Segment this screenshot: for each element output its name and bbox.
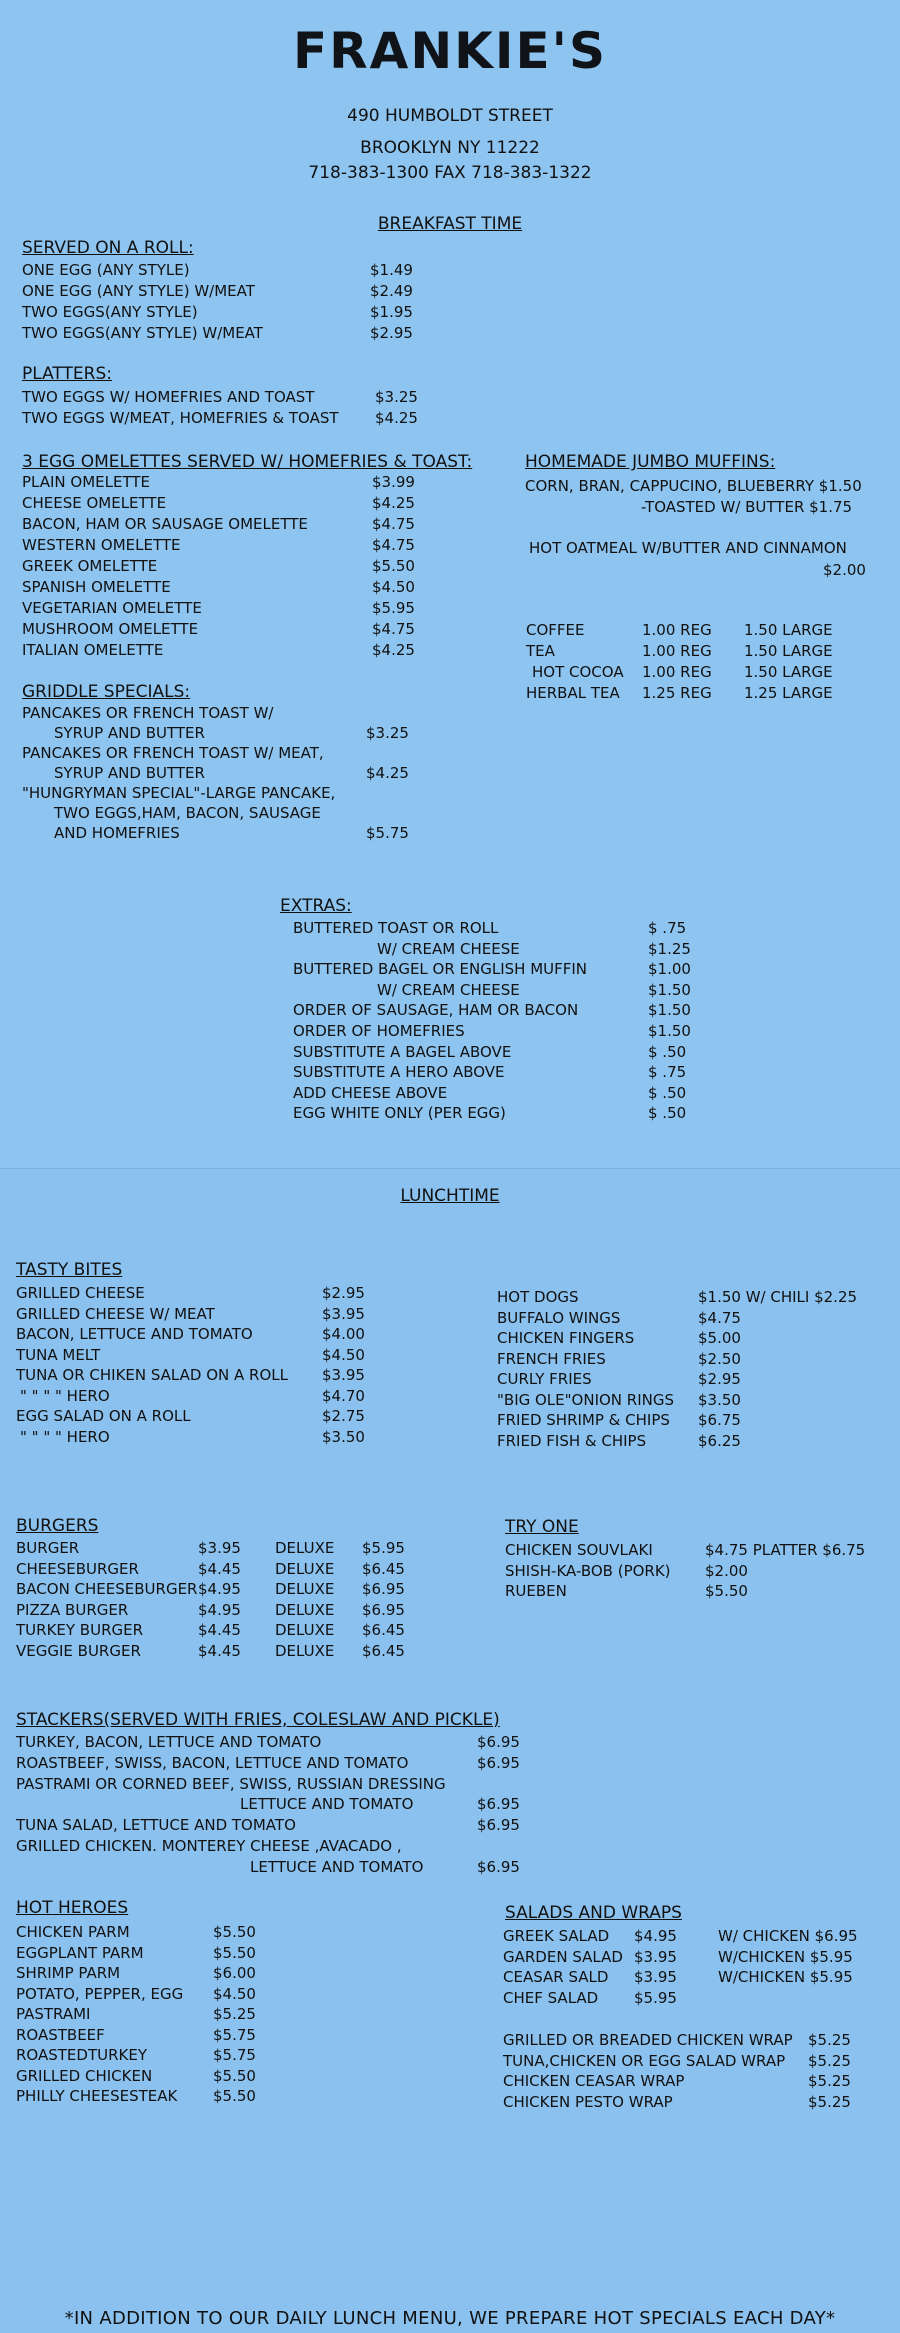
hot-heroes-title: HOT HEROES — [16, 1898, 129, 1918]
griddle-line-text: "HUNGRYMAN SPECIAL"-LARGE PANCAKE, — [22, 784, 336, 802]
tasty-item-name: TUNA MELT — [16, 1345, 101, 1364]
extras-item-name: ADD CHEESE ABOVE — [293, 1083, 448, 1102]
tasty-item-price: $3.95 — [322, 1304, 365, 1323]
platter-item-name: TWO EGGS W/ HOMEFRIES AND TOAST — [22, 388, 315, 406]
tasty-item-price: $3.50 — [322, 1427, 365, 1446]
hero-item-name: PASTRAMI — [16, 2005, 91, 2023]
roll-item-name: TWO EGGS(ANY STYLE) — [22, 303, 198, 321]
burger-price: $4.95 — [198, 1600, 241, 1619]
try-one-item-price: $4.75 PLATTER $6.75 — [705, 1541, 866, 1559]
omelette-item-name: CHEESE OMELETTE — [22, 494, 167, 512]
side-item-price: $6.25 — [698, 1431, 741, 1450]
extras-item-price: $ .50 — [648, 1104, 687, 1123]
side-item-name: "BIG OLE"ONION RINGS — [497, 1390, 675, 1409]
extras-item-price: $1.25 — [648, 939, 691, 958]
hero-item-name: GRILLED CHICKEN — [16, 2066, 153, 2085]
side-item-price: $3.50 — [698, 1390, 741, 1409]
burger-price: $3.95 — [198, 1539, 241, 1557]
extras-item-name: W/ CREAM CHEESE — [377, 980, 520, 999]
stacker-line-price: $6.95 — [477, 1733, 520, 1751]
salad-item-name: GREEK SALAD — [503, 1927, 610, 1945]
wrap-item-price: $5.25 — [808, 2031, 851, 2049]
platter-item-price: $4.25 — [375, 409, 418, 427]
hero-item-name: CHICKEN PARM — [16, 1923, 130, 1941]
platters-title: PLATTERS: — [22, 364, 112, 384]
tasty-item-price: $4.50 — [322, 1345, 365, 1364]
side-item-name: HOT DOGS — [497, 1288, 579, 1306]
side-item-price: $1.50 W/ CHILI $2.25 — [698, 1288, 858, 1306]
drink-item-reg: 1.00 REG — [642, 621, 712, 639]
stacker-line-text: GRILLED CHICKEN. MONTEREY CHEESE ,AVACADO , — [16, 1837, 402, 1855]
side-item-name: FRIED SHRIMP & CHIPS — [497, 1411, 670, 1429]
extras-item-price: $1.50 — [648, 1022, 691, 1040]
burger-label: DELUXE — [275, 1600, 335, 1619]
roll-item-name: ONE EGG (ANY STYLE) W/MEAT — [22, 282, 255, 300]
stacker-line-price: $6.95 — [477, 1816, 520, 1835]
omelette-item-price: $4.75 — [372, 536, 415, 554]
omelette-item-name: VEGETARIAN OMELETTE — [22, 599, 202, 617]
griddle-line-text: PANCAKES OR FRENCH TOAST W/ — [22, 704, 274, 722]
extras-item-name: ORDER OF HOMEFRIES — [293, 1022, 465, 1040]
side-item-price: $2.95 — [698, 1370, 741, 1388]
hero-item-price: $4.50 — [213, 1984, 256, 2003]
griddle-line-price: $5.75 — [366, 824, 409, 842]
tasty-item-price: $4.70 — [322, 1386, 365, 1405]
hero-item-price: $5.50 — [213, 1923, 256, 1941]
burger-deluxe: $6.45 — [362, 1559, 405, 1578]
side-item-name: CURLY FRIES — [497, 1370, 592, 1388]
salad-item-price: $3.95 — [634, 1947, 677, 1966]
side-item-price: $6.75 — [698, 1411, 741, 1429]
burger-name: PIZZA BURGER — [16, 1600, 129, 1619]
burger-name: VEGGIE BURGER — [16, 1641, 141, 1660]
drink-item-name: COFFEE — [526, 621, 585, 639]
hero-item-name: ROASTBEEF — [16, 2025, 105, 2044]
omelette-item-name: WESTERN OMELETTE — [22, 536, 181, 554]
try-one-item-price: $2.00 — [705, 1561, 748, 1580]
burger-name: BURGER — [16, 1539, 80, 1557]
roll-item-price: $1.49 — [370, 261, 413, 279]
oatmeal-price: $2.00 — [823, 561, 866, 579]
burger-label: DELUXE — [275, 1559, 335, 1578]
omelette-item-price: $4.75 — [372, 515, 415, 533]
drink-item-reg: 1.00 REG — [642, 663, 712, 681]
extras-item-name: ORDER OF SAUSAGE, HAM OR BACON — [293, 1001, 579, 1020]
salad-item-price: $4.95 — [634, 1927, 677, 1945]
griddle-line-text: PANCAKES OR FRENCH TOAST W/ MEAT, — [22, 744, 324, 762]
tasty-item-price: $2.95 — [322, 1284, 365, 1302]
try-one-item-name: SHISH-KA-BOB (PORK) — [505, 1561, 671, 1580]
omelette-item-price: $3.99 — [372, 473, 415, 491]
hero-item-name: ROASTEDTURKEY — [16, 2046, 147, 2064]
salads-wraps-title: SALADS AND WRAPS — [505, 1903, 682, 1923]
extras-item-name: W/ CREAM CHEESE — [377, 939, 520, 958]
burger-deluxe: $6.45 — [362, 1621, 405, 1639]
stacker-line-text: TURKEY, BACON, LETTUCE AND TOMATO — [16, 1733, 322, 1751]
extras-item-name: SUBSTITUTE A HERO ABOVE — [293, 1063, 505, 1082]
wrap-item-name: TUNA,CHICKEN OR EGG SALAD WRAP — [503, 2051, 786, 2070]
stacker-line-price: $6.95 — [477, 1857, 520, 1876]
side-item-name: FRIED FISH & CHIPS — [497, 1431, 647, 1450]
hero-item-price: $5.50 — [213, 2066, 256, 2085]
roll-item-price: $1.95 — [370, 303, 413, 321]
platter-item-price: $3.25 — [375, 388, 418, 406]
drink-item-reg: 1.25 REG — [642, 684, 712, 702]
hero-item-name: PHILLY CHEESESTEAK — [16, 2087, 178, 2105]
drink-item-reg: 1.00 REG — [642, 642, 712, 660]
extras-item-price: $ .75 — [648, 1063, 687, 1082]
tasty-item-price: $3.95 — [322, 1366, 365, 1384]
wrap-item-price: $5.25 — [808, 2092, 851, 2111]
salad-item-name: GARDEN SALAD — [503, 1947, 623, 1966]
extras-item-price: $ .50 — [648, 1042, 687, 1061]
omelette-item-name: GREEK OMELETTE — [22, 557, 158, 575]
hero-item-name: EGGPLANT PARM — [16, 1943, 144, 1962]
muffins-line1: CORN, BRAN, CAPPUCINO, BLUEBERRY $1.50 — [525, 477, 862, 495]
wrap-item-name: GRILLED OR BREADED CHICKEN WRAP — [503, 2031, 793, 2049]
wrap-item-name: CHICKEN PESTO WRAP — [503, 2092, 673, 2111]
drink-item-name: HOT COCOA — [532, 663, 624, 681]
city: BROOKLYN NY 11222 — [360, 138, 540, 158]
salad-item-name: CHEF SALAD — [503, 1988, 599, 2007]
omelette-item-name: BACON, HAM OR SAUSAGE OMELETTE — [22, 515, 308, 533]
drink-item-name: HERBAL TEA — [526, 684, 620, 702]
burger-price: $4.45 — [198, 1641, 241, 1660]
hero-item-price: $5.50 — [213, 1943, 256, 1962]
side-item-name: CHICKEN FINGERS — [497, 1329, 635, 1347]
griddle-line-text: TWO EGGS,HAM, BACON, SAUSAGE — [54, 804, 321, 822]
omelette-item-price: $4.75 — [372, 620, 415, 638]
salad-item-chicken: W/CHICKEN $5.95 — [718, 1947, 853, 1966]
roll-item-name: TWO EGGS(ANY STYLE) W/MEAT — [22, 324, 263, 342]
served-on-roll-title: SERVED ON A ROLL: — [22, 238, 194, 258]
platter-item-name: TWO EGGS W/MEAT, HOMEFRIES & TOAST — [22, 409, 339, 427]
muffins-title: HOMEMADE JUMBO MUFFINS: — [525, 452, 776, 472]
stacker-line-price: $6.95 — [477, 1795, 520, 1814]
tasty-item-name: EGG SALAD ON A ROLL — [16, 1407, 191, 1425]
drink-item-large: 1.50 LARGE — [744, 621, 833, 639]
wrap-item-price: $5.25 — [808, 2072, 851, 2090]
drink-item-large: 1.25 LARGE — [744, 684, 833, 702]
burger-deluxe: $5.95 — [362, 1539, 405, 1557]
omelette-item-name: ITALIAN OMELETTE — [22, 641, 164, 659]
tasty-bites-title: TASTY BITES — [16, 1260, 123, 1280]
salad-item-chicken: W/ CHICKEN $6.95 — [718, 1927, 858, 1945]
tasty-item-name: GRILLED CHEESE W/ MEAT — [16, 1304, 215, 1323]
stacker-line-text: TUNA SALAD, LETTUCE AND TOMATO — [16, 1816, 296, 1835]
tasty-item-name: BACON, LETTUCE AND TOMATO — [16, 1325, 253, 1343]
hero-item-price: $5.75 — [213, 2025, 256, 2044]
tasty-item-name: " " " " HERO — [20, 1386, 110, 1405]
extras-item-price: $ .75 — [648, 919, 687, 937]
extras-item-price: $1.50 — [648, 980, 691, 999]
griddle-line-text: AND HOMEFRIES — [54, 824, 180, 842]
extras-item-name: SUBSTITUTE A BAGEL ABOVE — [293, 1042, 512, 1061]
salad-item-price: $3.95 — [634, 1968, 677, 1986]
phone-fax: 718-383-1300 FAX 718-383-1322 — [308, 163, 592, 183]
extras-item-name: BUTTERED BAGEL OR ENGLISH MUFFIN — [293, 960, 588, 979]
burger-name: BACON CHEESEBURGER — [16, 1580, 198, 1598]
side-item-price: $5.00 — [698, 1329, 741, 1347]
griddle-line-text: SYRUP AND BUTTER — [54, 764, 205, 782]
hero-item-price: $5.75 — [213, 2046, 256, 2064]
burger-label: DELUXE — [275, 1621, 335, 1639]
extras-item-price: $ .50 — [648, 1083, 687, 1102]
burger-label: DELUXE — [275, 1580, 335, 1598]
omelette-item-name: MUSHROOM OMELETTE — [22, 620, 199, 638]
burger-price: $4.45 — [198, 1559, 241, 1578]
muffins-line2: -TOASTED W/ BUTTER $1.75 — [641, 498, 853, 516]
roll-item-price: $2.49 — [370, 282, 413, 300]
griddle-title: GRIDDLE SPECIALS: — [22, 682, 191, 702]
salad-item-price: $5.95 — [634, 1988, 677, 2007]
burger-deluxe: $6.95 — [362, 1580, 405, 1598]
drink-item-large: 1.50 LARGE — [744, 642, 833, 660]
lunch-title: LUNCHTIME — [400, 1186, 500, 1206]
salad-item-chicken: W/CHICKEN $5.95 — [718, 1968, 853, 1986]
burger-price: $4.45 — [198, 1621, 241, 1639]
wrap-item-price: $5.25 — [808, 2051, 851, 2070]
side-item-price: $4.75 — [698, 1308, 741, 1327]
omelette-item-price: $4.25 — [372, 641, 415, 659]
extras-item-name: BUTTERED TOAST OR ROLL — [293, 919, 499, 937]
burger-name: CHEESEBURGER — [16, 1559, 139, 1578]
extras-item-price: $1.00 — [648, 960, 691, 979]
side-item-name: BUFFALO WINGS — [497, 1308, 621, 1327]
griddle-line-price: $3.25 — [366, 724, 409, 742]
burger-price: $4.95 — [198, 1580, 241, 1598]
stacker-line-text: ROASTBEEF, SWISS, BACON, LETTUCE AND TOMATO — [16, 1753, 409, 1772]
roll-item-price: $2.95 — [370, 324, 413, 342]
drink-item-large: 1.50 LARGE — [744, 663, 833, 681]
breakfast-title: BREAKFAST TIME — [377, 214, 523, 234]
omelette-item-price: $4.50 — [372, 578, 415, 596]
restaurant-name: FRANKIE'S — [292, 22, 608, 80]
try-one-item-name: CHICKEN SOUVLAKI — [505, 1541, 653, 1559]
side-item-price: $2.50 — [698, 1349, 741, 1368]
extras-item-price: $1.50 — [648, 1001, 691, 1020]
omelette-item-price: $5.50 — [372, 557, 415, 575]
oatmeal-item: HOT OATMEAL W/BUTTER AND CINNAMON — [529, 539, 847, 557]
griddle-line-text: SYRUP AND BUTTER — [54, 724, 205, 742]
omelette-item-name: SPANISH OMELETTE — [22, 578, 171, 596]
stacker-line-text: LETTUCE AND TOMATO — [250, 1857, 424, 1876]
omelette-item-price: $5.95 — [372, 599, 415, 617]
address: 490 HUMBOLDT STREET — [347, 106, 553, 126]
side-item-name: FRENCH FRIES — [497, 1349, 606, 1368]
hero-item-price: $5.25 — [213, 2005, 256, 2023]
salad-item-name: CEASAR SALD — [503, 1968, 609, 1986]
burger-label: DELUXE — [275, 1641, 335, 1660]
omelette-item-name: PLAIN OMELETTE — [22, 473, 151, 491]
roll-item-name: ONE EGG (ANY STYLE) — [22, 261, 190, 279]
try-one-title: TRY ONE — [505, 1517, 579, 1537]
omelettes-title: 3 EGG OMELETTES SERVED W/ HOMEFRIES & TOAST: — [22, 452, 473, 472]
stacker-line-text: LETTUCE AND TOMATO — [240, 1795, 414, 1814]
extras-item-name: EGG WHITE ONLY (PER EGG) — [293, 1104, 506, 1123]
try-one-item-price: $5.50 — [705, 1582, 748, 1600]
footnote: *IN ADDITION TO OUR DAILY LUNCH MENU, WE PREPARE HOT SPECIALS EACH DAY* — [64, 2308, 836, 2329]
tasty-item-price: $4.00 — [322, 1325, 365, 1343]
burger-deluxe: $6.45 — [362, 1641, 405, 1660]
tasty-item-name: TUNA OR CHIKEN SALAD ON A ROLL — [16, 1366, 288, 1384]
stackers-title: STACKERS(SERVED WITH FRIES, COLESLAW AND PICKLE) — [16, 1710, 500, 1730]
tasty-item-name: " " " " HERO — [20, 1427, 110, 1446]
burger-label: DELUXE — [275, 1539, 335, 1557]
hero-item-name: SHRIMP PARM — [16, 1964, 121, 1982]
drink-item-name: TEA — [526, 642, 555, 660]
hero-item-price: $6.00 — [213, 1964, 256, 1982]
stacker-line-text: PASTRAMI OR CORNED BEEF, SWISS, RUSSIAN DRESSING — [16, 1774, 446, 1793]
tasty-item-name: GRILLED CHEESE — [16, 1284, 145, 1302]
wrap-item-name: CHICKEN CEASAR WRAP — [503, 2072, 685, 2090]
omelette-item-price: $4.25 — [372, 494, 415, 512]
hero-item-price: $5.50 — [213, 2087, 256, 2105]
stacker-line-price: $6.95 — [477, 1753, 520, 1772]
burger-name: TURKEY BURGER — [16, 1621, 144, 1639]
tasty-item-price: $2.75 — [322, 1407, 365, 1425]
griddle-line-price: $4.25 — [366, 764, 409, 782]
try-one-item-name: RUEBEN — [505, 1582, 567, 1600]
extras-title: EXTRAS: — [280, 896, 352, 916]
burger-deluxe: $6.95 — [362, 1600, 405, 1619]
burgers-title: BURGERS — [16, 1516, 99, 1536]
hero-item-name: POTATO, PEPPER, EGG — [16, 1984, 184, 2003]
